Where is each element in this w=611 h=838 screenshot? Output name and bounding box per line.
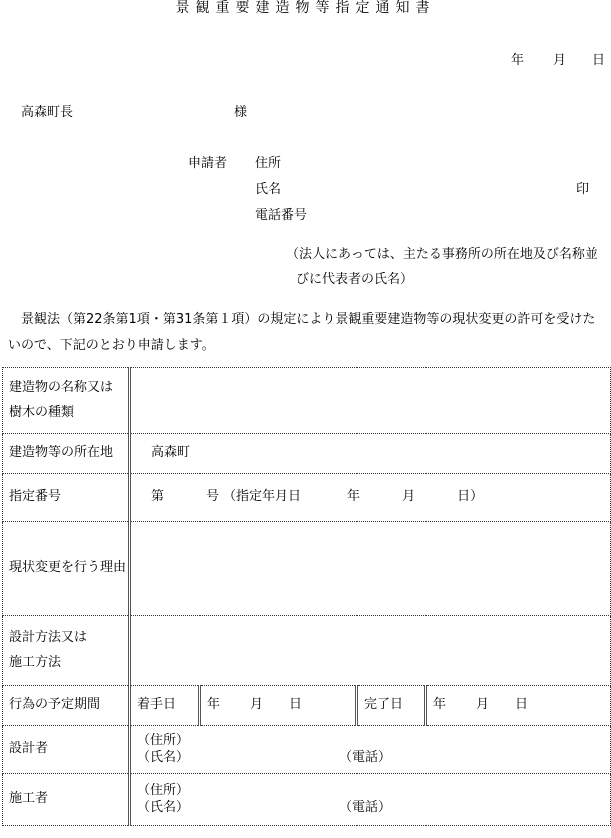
designer-value-field[interactable] <box>130 726 611 774</box>
period-label: 行為の予定期間 <box>3 686 130 726</box>
addressee-honorific: 様 <box>234 105 248 120</box>
designation-go: 号 <box>206 489 220 505</box>
row-design-method <box>3 616 611 686</box>
corporate-note-line1: （法人にあっては、主たる事務所の所在地及び名称並 <box>286 247 598 262</box>
constructor-name-label: （氏名） <box>137 799 190 815</box>
statement-line2: いので、下記のとおり申請します。 <box>8 338 215 353</box>
location-label: 建造物等の所在地 <box>3 434 130 474</box>
constructor-label: 施工者 <box>3 774 130 826</box>
designation-year: 年 <box>347 489 361 505</box>
start-day: 日 <box>289 697 303 713</box>
application-form-table <box>2 367 611 826</box>
complete-day: 日 <box>515 697 529 713</box>
addressee-name: 高森町長 <box>21 105 74 120</box>
constructor-address-label: （住所） <box>137 783 190 799</box>
row-period <box>3 686 611 726</box>
building-name-label <box>3 368 130 434</box>
applicant-name-label: 氏名 <box>255 182 282 197</box>
reason-value-field[interactable] <box>130 522 611 616</box>
row-designer <box>3 726 611 774</box>
corporate-note-line2: びに代表者の氏名） <box>296 272 414 287</box>
location-value-field[interactable] <box>130 434 611 474</box>
building-name-label-line1: 建造物の名称又は <box>9 380 114 396</box>
constructor-phone-label: （電話） <box>339 799 392 815</box>
designer-label: 設計者 <box>3 726 130 774</box>
designer-address-label: （住所） <box>137 733 190 749</box>
row-reason <box>3 522 611 616</box>
constructor-value-field[interactable] <box>130 774 611 826</box>
designer-name-label: （氏名） <box>137 749 190 765</box>
design-method-label-line1: 設計方法又は <box>9 630 88 646</box>
design-method-value-field[interactable] <box>130 616 611 686</box>
applicant-address-label: 住所 <box>255 156 282 171</box>
complete-label: 完了日 <box>357 686 426 726</box>
designer-name-phone-line <box>137 750 610 766</box>
designation-value-field[interactable] <box>130 474 611 522</box>
complete-year: 年 <box>433 697 447 713</box>
seal-mark: 印 <box>576 182 590 197</box>
complete-date-field[interactable] <box>426 686 611 726</box>
start-date-field[interactable] <box>200 686 357 726</box>
date-day-label: 日 <box>592 53 606 68</box>
applicant-label: 申請者 <box>188 156 228 171</box>
designation-dai: 第 <box>151 489 165 505</box>
statement-line1: 景観法（第22条第1項・第31条第１項）の規定により景観重要建造物等の現状変更の許可を受けた <box>21 312 596 327</box>
document-title: 景観重要建造物等指定通知書 <box>175 0 436 16</box>
row-building-name <box>3 368 611 434</box>
date-month-label: 月 <box>553 53 567 68</box>
row-constructor <box>3 774 611 826</box>
start-year: 年 <box>207 697 221 713</box>
design-method-label-line2: 施工方法 <box>9 654 62 670</box>
complete-month: 月 <box>476 697 490 713</box>
constructor-name-phone-line <box>137 800 610 816</box>
designer-phone-label: （電話） <box>339 749 392 765</box>
building-name-value-field[interactable] <box>130 368 611 434</box>
date-year-label: 年 <box>511 53 525 68</box>
reason-label: 現状変更を行う理由 <box>3 522 130 616</box>
location-value: 高森町 <box>151 445 191 461</box>
design-method-label <box>3 616 130 686</box>
row-location <box>3 434 611 474</box>
designation-label: 指定番号 <box>3 474 130 522</box>
designation-date-open: （指定年月日 <box>223 489 302 505</box>
designation-month: 月 <box>402 489 416 505</box>
building-name-label-line2: 樹木の種類 <box>9 404 75 420</box>
designation-day-close: 日） <box>457 489 484 505</box>
start-month: 月 <box>250 697 264 713</box>
applicant-phone-label: 電話番号 <box>255 208 308 223</box>
row-designation <box>3 474 611 522</box>
start-label: 着手日 <box>130 686 200 726</box>
